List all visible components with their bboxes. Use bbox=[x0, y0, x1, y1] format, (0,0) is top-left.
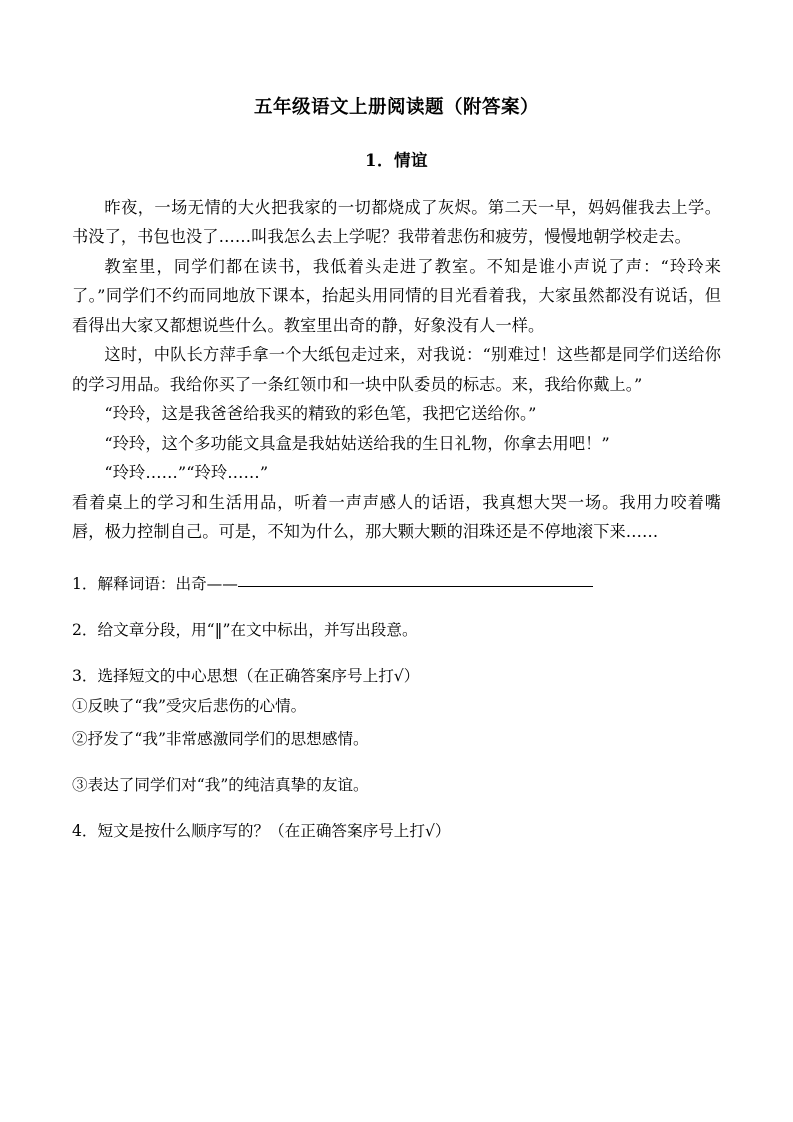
question-option[interactable]: ③表达了同学们对“我”的纯洁真挚的友谊。 bbox=[72, 776, 369, 795]
passage-paragraph: 教室里，同学们都在读书，我低着头走进了教室。不知是谁小声说了声：“玲玲来了。”同学们不约而同地放下课本，抬起头用同情的目光看着我，大家虽然都没有说话，但看得出大家又都想说些什么。教室里出奇的静，好象没有人一样。 bbox=[72, 256, 721, 335]
question-item-3 bbox=[72, 663, 721, 720]
page-title: 五年级语文上册阅读题（附答案） bbox=[253, 97, 539, 118]
question-item-1 bbox=[72, 571, 721, 598]
question-number: 1． bbox=[72, 574, 98, 593]
question-option-row bbox=[72, 772, 721, 799]
question-item-2 bbox=[72, 617, 721, 644]
section-title: 1．情谊 bbox=[365, 150, 428, 170]
question-number: 3． bbox=[72, 667, 98, 686]
question-option[interactable]: ①反映了“我”受灾后悲伤的心情。 bbox=[72, 696, 307, 715]
passage-paragraph-final: 看着桌上的学习和生活用品，听着一声声感人的话语，我真想大哭一场。我用力咬着嘴唇，极力控制自己。可是，不知为什么，那大颗大颗的泪珠还是不停地滚下来…… bbox=[72, 492, 721, 542]
passage-paragraph: “玲玲……”“玲玲……” bbox=[104, 463, 269, 483]
answer-blank-line[interactable] bbox=[238, 586, 593, 587]
question-text: 给文章分段，用“‖”在文中标出，并写出段意。 bbox=[97, 620, 418, 639]
passage-body bbox=[72, 193, 721, 547]
question-option[interactable]: ②抒发了“我”非常感激同学们的思想感情。 bbox=[72, 729, 369, 748]
question-option-row bbox=[72, 726, 721, 753]
question-text: 选择短文的中心思想（在正确答案序号上打√） bbox=[97, 667, 420, 686]
passage-paragraph: “玲玲，这个多功能文具盒是我姑姑送给我的生日礼物，你拿去用吧！” bbox=[104, 433, 610, 453]
passage-paragraph: 这时，中队长方萍手拿一个大纸包走过来，对我说：“别难过！这些都是同学们送给你的学习用品。我给你买了一条红领巾和一块中队委员的标志。来，我给你戴上。” bbox=[72, 345, 721, 394]
passage-paragraph: 昨夜，一场无情的大火把我家的一切都烧成了灰烬。第二天一早，妈妈催我去上学。书没了，书包也没了……叫我怎么去上学呢？我带着悲伤和疲劳，慢慢地朝学校走去。 bbox=[72, 197, 721, 247]
question-number: 4． bbox=[72, 822, 98, 841]
question-number: 2． bbox=[72, 620, 98, 639]
passage-paragraph: “玲玲，这是我爸爸给我买的精致的彩色笔，我把它送给你。” bbox=[104, 404, 537, 424]
question-text: 短文是按什么顺序写的？（在正确答案序号上打√） bbox=[97, 822, 451, 841]
questions-list bbox=[72, 571, 721, 846]
question-text: 解释词语：出奇—— bbox=[97, 574, 238, 593]
question-item-4 bbox=[72, 818, 721, 845]
